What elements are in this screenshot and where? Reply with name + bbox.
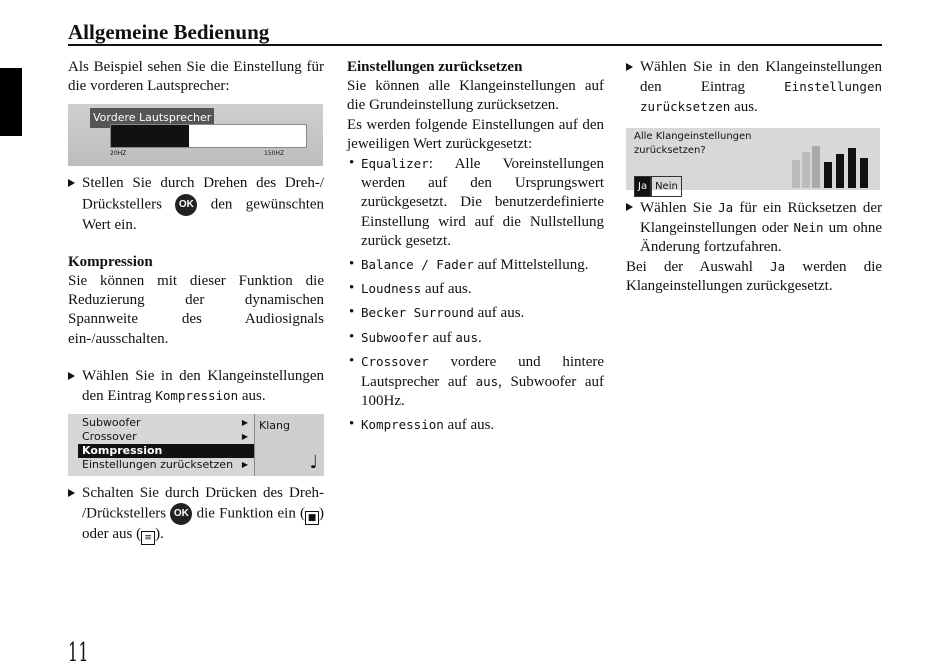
screen-klang-menu bbox=[68, 414, 323, 476]
column-3 bbox=[626, 58, 882, 297]
equalizer-graphic-icon bbox=[788, 138, 878, 188]
side-title: Klang bbox=[259, 419, 290, 433]
menu-side-panel bbox=[254, 414, 324, 476]
menu-item-subwoofer: Subwoofer ▶ bbox=[82, 416, 248, 430]
step-text: Stellen Sie durch Drehen des Dreh-/ Drückstellers bbox=[82, 175, 324, 213]
list-item: • Equalizer: Alle Voreinstellungen werden auf den Ursprungswert zurückgesetzt. Die benutzerdefinierte Einstellung wird auf die Nullstellung zurück gesetzt. bbox=[349, 155, 604, 249]
step-text: den gewünschten Wert ein. bbox=[82, 196, 325, 233]
confirm-buttons bbox=[634, 176, 682, 197]
screen-front-speakers bbox=[68, 104, 323, 166]
reset-intro-2: Es werden folgende Einstellungen auf den jeweiligen Wert zurückgesetzt: bbox=[347, 116, 604, 152]
list-item: • Becker Surround auf aus. bbox=[349, 304, 525, 322]
title-rule bbox=[68, 44, 882, 46]
confirm-question: Alle Klangeinstellungen zurücksetzen? bbox=[634, 130, 752, 156]
step-rotate bbox=[68, 174, 324, 234]
column-1 bbox=[68, 58, 324, 545]
step-text: aus. bbox=[734, 99, 758, 116]
reset-intro-1: Sie können alle Klangeinstellungen auf die Grundeinstellung zurücksetzen. bbox=[347, 78, 604, 114]
step-select-kompression bbox=[68, 367, 324, 406]
step-arrow-icon bbox=[68, 372, 75, 380]
step-text: Schalten Sie durch Drücken des Dreh- /Drückstellers bbox=[82, 485, 324, 522]
column-2 bbox=[347, 58, 604, 436]
screen-reset-confirm bbox=[626, 128, 880, 190]
step-text: aus. bbox=[241, 388, 266, 405]
menu-term: Kompression bbox=[155, 388, 239, 404]
step-arrow-icon bbox=[68, 179, 75, 187]
menu-item-kompression: Kompression bbox=[78, 444, 254, 458]
menu-list bbox=[78, 416, 254, 472]
checkbox-on-icon: ■ bbox=[305, 511, 319, 525]
level-max: 150HZ bbox=[264, 150, 285, 158]
checkbox-off-icon: ≡ bbox=[141, 531, 155, 545]
menu-item-crossover: Crossover ▶ bbox=[82, 430, 248, 444]
list-item: • Crossover vordere und hintere Lautsprecher auf aus, Subwoofer auf 100Hz. bbox=[349, 352, 604, 410]
list-item: • Balance / Fader auf Mittelstellung. bbox=[349, 256, 589, 274]
ok-button-icon: OK bbox=[175, 194, 197, 216]
page-title: Allgemeine Bedienung bbox=[68, 20, 270, 44]
level-min: 20HZ bbox=[110, 150, 127, 158]
menu-term: Einstellungen zurücksetzen bbox=[640, 79, 882, 115]
step-toggle: Schalten Sie durch Drücken des Dreh- /Drückstellers OK die Funktion ein ( ■ ) oder aus ( ≡ ). bbox=[68, 484, 324, 545]
music-note-icon: ♩ bbox=[309, 452, 318, 474]
step-text: Wählen Sie in den Klangeinstellungen den Eintrag bbox=[640, 59, 882, 96]
step-arrow-icon bbox=[68, 489, 75, 497]
page-number: 11 bbox=[68, 638, 90, 668]
step-arrow-icon bbox=[626, 203, 633, 211]
menu-item-reset: Einstellungen zurücksetzen ▶ bbox=[82, 458, 248, 472]
closing-text: Bei der Auswahl Ja werden die Klangeinstellungen zurückgesetzt. bbox=[626, 259, 883, 295]
step-select-reset bbox=[626, 58, 882, 118]
step-arrow-icon bbox=[626, 63, 633, 71]
yes-option: Ja bbox=[634, 176, 651, 197]
section-heading-reset: Einstellungen zurücksetzen bbox=[347, 59, 523, 75]
level-value: 70Hz bbox=[269, 128, 303, 143]
step-text: die Funktion ein bbox=[196, 505, 296, 522]
kompression-text: Sie können mit dieser Funktion die Reduzierung der dynamischen Spannweite des Audiosignals ein-/ausschalten. bbox=[68, 273, 324, 347]
chapter-tab-marker bbox=[0, 68, 22, 136]
section-heading-kompression: Kompression bbox=[68, 253, 153, 270]
step-text: Wählen Sie in den Klangeinstellungen den Eintrag bbox=[82, 367, 324, 405]
no-option: Nein bbox=[651, 176, 682, 197]
list-item: • Loudness auf aus. bbox=[349, 280, 472, 298]
step-confirm: Wählen Sie Ja für ein Rücksetzen der Klangeinstellungen oder Nein um ohne Änderung fortzufahren. bbox=[626, 198, 882, 258]
list-item: • Subwoofer auf aus. bbox=[349, 328, 482, 346]
screen-label: Vordere Lautsprecher bbox=[90, 108, 214, 127]
list-item: • Kompression auf aus. bbox=[349, 416, 495, 434]
ok-button-icon: OK bbox=[170, 503, 192, 525]
intro-text: Als Beispiel sehen Sie die Einstellung für die vorderen Lautsprecher: bbox=[68, 59, 324, 95]
